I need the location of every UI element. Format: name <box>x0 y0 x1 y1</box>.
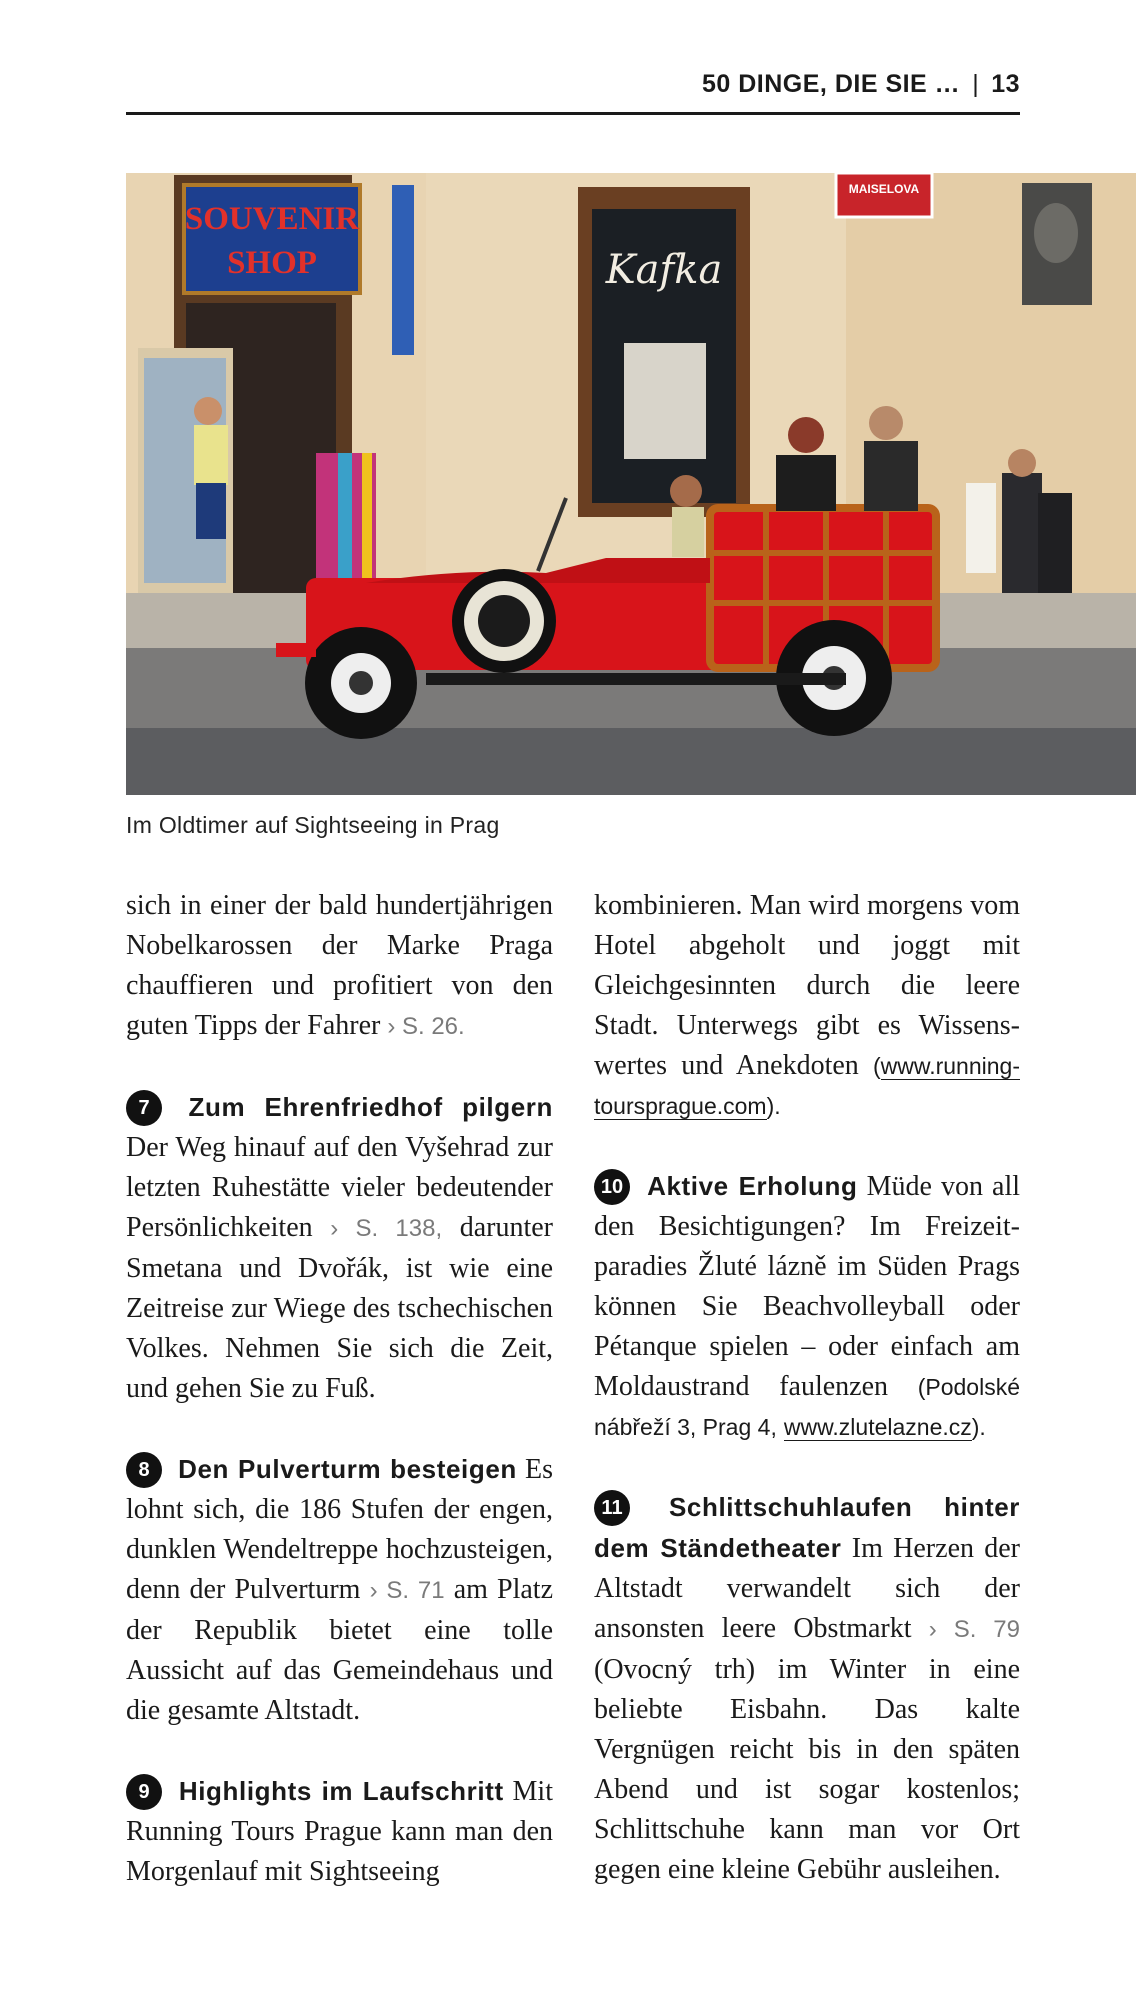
paragraph-continuation <box>126 886 553 1047</box>
kafka-window-text: Kafka <box>605 247 723 293</box>
street-sign-text: MAISELOVA <box>848 182 920 196</box>
right-column <box>594 886 1020 1890</box>
header-separator: | <box>972 70 980 98</box>
page-reference: › S. 26. <box>387 1013 465 1040</box>
item-number-badge: 8 <box>126 1452 162 1488</box>
zlutelazne-link[interactable]: www.zlutelazne.cz <box>783 1414 972 1440</box>
item-number-badge: 9 <box>126 1774 162 1810</box>
item-text: kombinieren. Man wird morgens vom Hotel abgeholt und joggt mit Gleichgesinnten durch die leere Stadt. Unterwegs gibt es Wissenswertes und Anekdoten <box>594 890 1020 1081</box>
page-reference: › S. 71 <box>369 1577 445 1604</box>
item-title: Den Pulverturm besteigen <box>178 1454 517 1484</box>
photo-caption: Im Oldtimer auf Sightseeing in Prag <box>126 812 500 838</box>
page-reference: › S. 138, <box>330 1215 443 1242</box>
section-title: 50 DINGE, DIE SIE … <box>702 70 961 98</box>
item-text: Es lohnt sich, die 186 Stufen der engen, dunklen Wendeltreppe hochzusteigen, denn der Pulverturm <box>126 1454 554 1605</box>
address-info: (Podolské nábřeží 3, Prag 4, <box>594 1374 1020 1440</box>
running-header <box>126 68 1020 115</box>
item-text: Mit Running Tours Prague kann man den Morgenlauf mit Sightseeing <box>126 1776 553 1887</box>
page-reference: › S. 79 <box>928 1616 1021 1643</box>
souvenir-shop-sign <box>184 185 360 293</box>
item-title: Schlittschuhlaufen hinter dem Ständetheater <box>594 1492 1020 1563</box>
item-text: darunter Smetana und Dvořák, ist wie eine Zeitreise zur Wiege des tschechischen Volkes. Nehmen Sie sich die Zeit, und gehen Sie zu Fuß. <box>126 1212 554 1404</box>
continuation-text: sich in einer der bald hundertjährigen Nobelkarossen der Marke Praga chauffieren und profitiert von den guten Tipps der Fahrer <box>126 890 553 1041</box>
item-text: Im Herzen der Altstadt verwandelt sich der ansonsten leere Obstmarkt <box>594 1533 1021 1644</box>
item-title: Highlights im Laufschritt <box>178 1776 504 1806</box>
sign-line-2: SHOP <box>227 245 317 281</box>
item-title: Zum Ehrenfriedhof pilgern <box>188 1092 553 1122</box>
item-number-badge: 10 <box>594 1169 630 1205</box>
list-item-7 <box>126 1087 553 1409</box>
item-text: (Ovocný trh) im Winter in eine beliebte Eisbahn. Das kalte Vergnügen reicht bis in den späten Abend und ist sogar kostenlos; Schlittschuhe kann man vor Ort gegen eine kleine Gebühr ausleihen. <box>594 1654 1020 1885</box>
list-item-9-continuation <box>594 886 1020 1126</box>
left-column <box>126 886 553 1892</box>
parking-sign <box>392 185 414 355</box>
item-number-badge: 11 <box>594 1490 630 1526</box>
item-title: Aktive Erholung <box>647 1171 858 1201</box>
running-tours-link[interactable]: www.runningtoursprague.com <box>594 1053 1021 1119</box>
list-item-10 <box>594 1166 1020 1447</box>
item-text: am Platz der Republik bietet eine tolle Aussicht auf das Gemeindehaus und die gesamte Altstadt. <box>126 1574 554 1726</box>
info-paren: ). <box>766 1093 781 1119</box>
sign-line-1: SOUVENIR <box>184 201 360 237</box>
list-item-8 <box>126 1449 553 1731</box>
page-number: 13 <box>991 70 1020 98</box>
item-number-badge: 7 <box>126 1090 162 1126</box>
item-text: Der Weg hinauf auf den Vyšehrad zur letzten Ruhestätte vieler bedeutender Persönlichkeiten <box>126 1132 553 1243</box>
info-paren: ( <box>872 1053 881 1079</box>
item-text: Müde von all den Besichtigungen? Im Freizeitparadies Žluté lázně im Süden Prags können Sie Beachvolleyball oder Pétanque spielen – oder einfach am Moldaustrand faulenzen <box>594 1171 1021 1402</box>
info-paren: ). <box>971 1414 986 1440</box>
photo-vintage-car <box>126 173 1136 795</box>
list-item-11 <box>594 1487 1020 1890</box>
list-item-9 <box>126 1771 553 1892</box>
